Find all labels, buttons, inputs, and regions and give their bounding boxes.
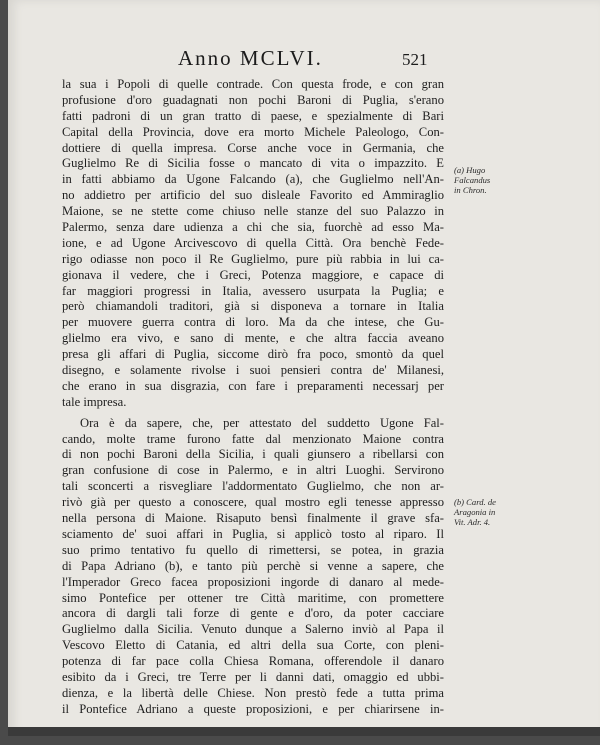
text-line: far maggiori progressi in Italia, avessero usurpata la Puglia; e <box>62 283 444 298</box>
text-line: però chiamandoli traditori, già si disponeva a tornare in Italia <box>62 299 444 314</box>
text-line: rivò già per questo a conoscere, qual mostro egli tenesse appresso <box>62 495 444 510</box>
page-number: 521 <box>402 50 428 69</box>
text-line: ancora di dargli tali forze di gente e d'oro, da poter cacciare <box>62 606 444 621</box>
text-line: potenza di far pace colla Chiesa Romana, offerendole il danaro <box>62 654 444 669</box>
page-edge-shadow <box>8 727 600 736</box>
text-line: ione, e ad Ugone Arcivescovo di quella Città. Ora benchè Fede- <box>62 235 444 250</box>
text-line: dottiere di quella impresa. Corse anche voce in Germania, che <box>62 140 444 155</box>
text-line: che erano in sua disgrazia, con fare i preparamenti necessarj per <box>62 378 444 393</box>
text-line: presa gli affari di Puglia, siccome dirò fra poco, smontò da quel <box>62 347 444 362</box>
text-line: il Pontefice Adriano a queste proposizioni, e per chiarirsene in- <box>62 701 444 716</box>
marginal-note-a <box>454 165 490 195</box>
text-line: suo primo tentativo fu quello di rimettersi, se potea, in grazia <box>62 542 444 557</box>
text-line: Guglielmo dalla Sicilia. Venuto dunque a Salerno inviò al Papa il <box>62 622 444 637</box>
running-head: Anno MCLVI. <box>178 46 323 70</box>
note-line: Aragonia in <box>454 507 496 517</box>
text-line: gran confusione di cose in Palermo, e in altri Luoghi. Servirono <box>62 463 444 478</box>
text-line: Palermo, senza dare udienza a chi che sia, fuorchè ad esso Ma- <box>62 220 444 235</box>
text-line: la sua i Popoli di quelle contrade. Con questa frode, e con gran <box>62 77 444 91</box>
text-line: Capital della Provincia, dove era morto Michele Paleologo, Con- <box>62 124 444 139</box>
text-line: nella persona di Maione. Risaputo bensì finalmente il grave sfa- <box>62 511 444 526</box>
text-line: simo Pontefice per ottener tre Città maritime, con promettere <box>62 590 444 605</box>
text-line: cando, molte trame furono fatte dal menzionato Maione contra <box>62 431 444 446</box>
book-page <box>8 0 600 736</box>
note-line: in Chron. <box>454 185 487 195</box>
text-line: Maione, se ne stette come chiuso nelle stanze del suo Palazzo in <box>62 204 444 219</box>
text-line: per muovere guerra contra di loro. Ma da che intese, che Gu- <box>62 315 444 330</box>
text-line: dienza, e la libertà delle Chiese. Non prestò fede a tutta prima <box>62 685 444 700</box>
text-line: di non pochi Baroni della Sicilia, i quali giunsero a ribellarsi con <box>62 447 444 462</box>
note-line: (a) Hugo <box>454 165 486 175</box>
text-line: Guglielmo Re di Sicilia fosse o mancato di vita o impazzito. E <box>62 156 444 171</box>
text-line: tali sconcerti a risvegliare l'addormentato Guglielmo, che non ar- <box>62 479 444 494</box>
text-line: esibito da i Greci, tre Terre per li danni dati, omaggio ed ubbi- <box>62 669 444 684</box>
note-line: Vit. Adr. 4. <box>454 517 491 527</box>
note-line: Falcandus <box>454 175 491 185</box>
text-line: l'Imperador Greco facea proposizioni ingorde di danaro al mede- <box>62 574 444 589</box>
page-header <box>8 46 600 70</box>
paragraph-2 <box>62 416 444 718</box>
text-line: no addietro per artificio del suo disleale Favorito ed Ammiraglio <box>62 188 444 203</box>
paragraph-1 <box>62 77 444 411</box>
text-line: glielmo era vivo, e sano di mente, e che altra faccia aveano <box>62 331 444 346</box>
note-line: (b) Card. de <box>454 497 496 507</box>
text-line: Vescovo Eletto di Catania, ed altri della sua Corte, con pleni- <box>62 638 444 653</box>
main-text <box>62 77 444 718</box>
text-line: tale impresa. <box>62 394 127 409</box>
text-line: profusione d'oro guadagnati non pochi Baroni di Puglia, s'erano <box>62 92 444 107</box>
text-line: fatti padroni di un gran tratto di paese, e spezialmente di Bari <box>62 108 444 123</box>
text-line: di Papa Adriano (b), e tanto più perchè si venne a sapere, che <box>62 558 444 573</box>
text-line: in fatti abbiamo da Ugone Falcando (a), che Guglielmo nell'An- <box>62 172 444 187</box>
text-line: rigo odiasse non poco il Re Guglielmo, pure più rabbia in lui ca- <box>62 251 444 266</box>
text-line: Ora è da sapere, che, per attestato del suddetto Ugone Fal- <box>80 415 444 430</box>
text-line: disegno, e solamente rivolse i suoi pensieri contra de' Milanesi, <box>62 363 444 378</box>
text-line: sciamento de' suoi affari in Puglia, si applicò tosto al riparo. Il <box>62 526 444 541</box>
marginal-note-b <box>454 497 496 527</box>
text-line: gionava il vedere, che i Greci, Potenza maggiore, e capace di <box>62 267 444 282</box>
